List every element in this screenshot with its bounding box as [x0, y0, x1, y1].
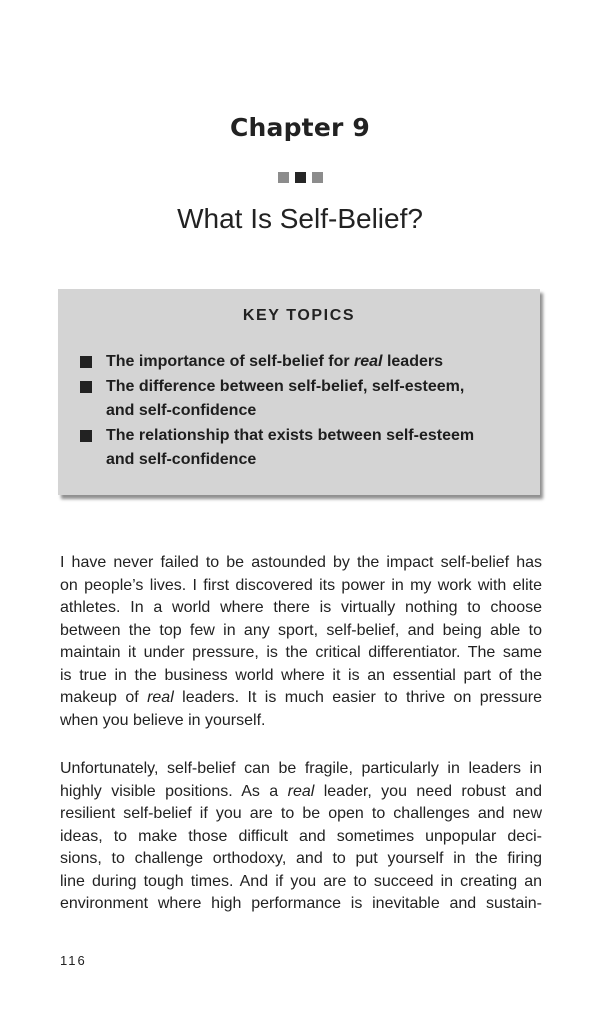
- topic-text: and self-confidence: [106, 451, 257, 468]
- key-topics-list: [80, 350, 520, 473]
- topic-text: leaders: [382, 353, 443, 370]
- line-text: leader, you need robust and: [314, 782, 542, 800]
- paragraph-line: [60, 781, 542, 804]
- line-emphasis: real: [147, 689, 174, 706]
- key-topic-item: [80, 424, 520, 473]
- paragraph-line: between the top few in any sport, self-belief, and being able to: [60, 621, 542, 639]
- body-paragraph-2: [60, 758, 542, 916]
- paragraph-line: is true in the business world where it is an essential part of the: [60, 666, 542, 684]
- square-bullet-icon: [80, 381, 92, 393]
- paragraph-line: athletes. In a world where there is virtually nothing to choose: [60, 599, 542, 616]
- square-bullet-icon: [80, 430, 92, 442]
- paragraph-line: [60, 687, 542, 710]
- line-text: highly visible positions. As a: [60, 782, 288, 800]
- ornament-square-right: [312, 172, 323, 183]
- ornament-square-left: [278, 172, 289, 183]
- line-text: leaders. It is much easier to thrive on pressure: [173, 689, 543, 706]
- chapter-number: Chapter 9: [229, 113, 371, 142]
- body-paragraph-1: [60, 552, 542, 732]
- paragraph-line: Unfortunately, self-belief can be fragile, particularly in leaders in: [60, 760, 542, 777]
- paragraph-line: ideas, to make those difficult and sometimes unpopular deci-: [60, 827, 542, 845]
- page-number: 116: [60, 953, 87, 968]
- topic-text: The difference between self-belief, self-esteem,: [106, 377, 465, 395]
- topic-text: and self-confidence: [106, 402, 257, 419]
- ornament-square-middle: [295, 172, 306, 183]
- paragraph-line: resilient self-belief if you are to be open to challenges and new: [60, 805, 542, 822]
- chapter-title: What Is Self-Belief?: [177, 203, 423, 234]
- topic-emphasis: real: [354, 353, 383, 370]
- paragraph-line: on people’s lives. I first discovered its power in my work with elite: [60, 576, 542, 594]
- line-emphasis: real: [287, 782, 315, 800]
- chapter-ornament: [0, 172, 600, 183]
- paragraph-line: maintain it under pressure, is the critical differentiator. The same: [60, 644, 542, 661]
- key-topic-item: [80, 375, 520, 424]
- topic-text: The relationship that exists between self-esteem: [106, 426, 475, 444]
- paragraph-line: sions, to challenge orthodoxy, and to put yourself in the firing: [60, 850, 542, 867]
- square-bullet-icon: [80, 356, 92, 368]
- paragraph-line: when you believe in yourself.: [60, 711, 266, 729]
- paragraph-line: environment where high performance is inevitable and sustain-: [60, 895, 542, 912]
- paragraph-line: I have never failed to be astounded by the impact self-belief has: [60, 554, 542, 571]
- key-topics-heading: KEY TOPICS: [242, 307, 356, 324]
- line-text: makeup of: [60, 689, 148, 706]
- key-topic-item: [80, 350, 520, 375]
- key-topics-box: [58, 289, 540, 495]
- topic-text: The importance of self-belief for: [106, 353, 355, 370]
- paragraph-line: line during tough times. And if you are to succeed in creating an: [60, 872, 542, 890]
